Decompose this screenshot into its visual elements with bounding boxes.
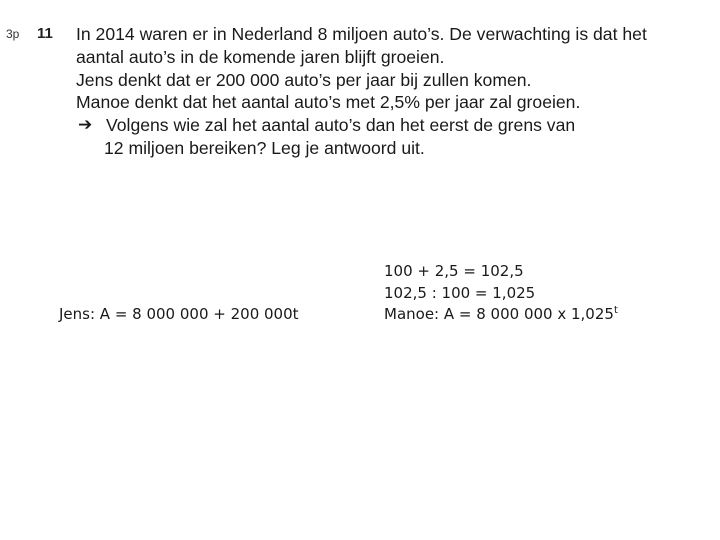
calc-line: 100 + 2,5 = 102,5 [384, 262, 524, 280]
question-line: aantal auto’s in de komende jaren blijft groeien. [76, 46, 445, 67]
task-line: Volgens wie zal het aantal auto’s dan het eerst de grens van [106, 115, 576, 136]
manoe-formula [384, 304, 618, 326]
manoe-formula-base: Manoe: A = 8 000 000 x 1,025 [384, 305, 614, 323]
points-label: 3p [6, 27, 20, 41]
manoe-calculation [384, 261, 618, 326]
question-line: In 2014 waren er in Nederland 8 miljoen auto’s. De verwachting is dat het [76, 24, 647, 44]
question-text [76, 23, 716, 160]
calc-line: 102,5 : 100 = 1,025 [384, 283, 536, 302]
question-number: 11 [37, 25, 53, 42]
arrow-right-icon: ➔ [78, 115, 93, 135]
question-line: Manoe denkt dat het aantal auto’s met 2,5% per jaar zal groeien. [76, 92, 581, 113]
task-instruction [76, 114, 716, 137]
question-line: Jens denkt dat er 200 000 auto’s per jaar bij zullen komen. [76, 69, 532, 90]
jens-formula: Jens: A = 8 000 000 + 200 000t [59, 305, 299, 323]
task-line: 12 miljoen bereiken? Leg je antwoord uit. [104, 137, 425, 158]
manoe-formula-exponent: t [613, 305, 618, 316]
